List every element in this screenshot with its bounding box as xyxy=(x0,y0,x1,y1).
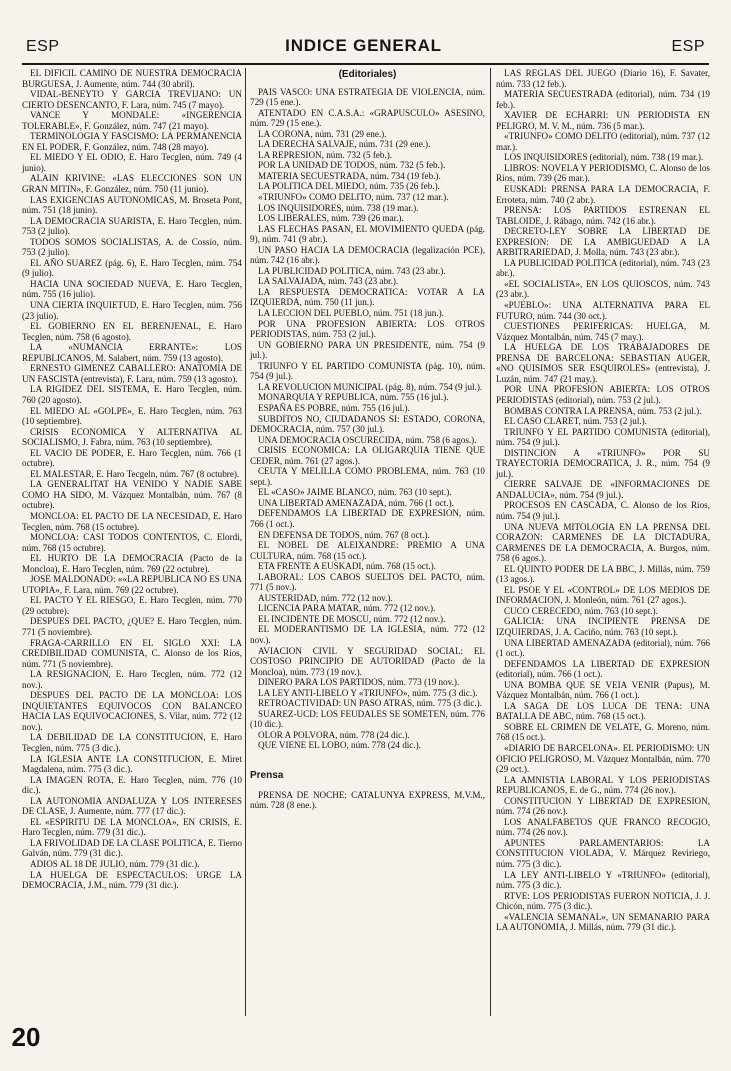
index-entry: UNA NUEVA MITOLOGIA EN LA PRENSA DEL CORAZON: CARMENES DE LA DICTADURA, CARMENES DE LA DEMOCRACIA, A. Burgos, núm. 758 (6 agos.). xyxy=(496,521,710,564)
index-entry: «TRIUNFO» COMO DELITO, núm. 737 (12 mar.). xyxy=(258,192,449,203)
index-entry: «DIARIO DE BARCELONA». EL PERIODISMO: UN OFICIO PELIGROSO, M. Vázquez Montalbán, núm. 770 (29 oct.). xyxy=(496,743,710,775)
index-entry: LA CORONA, núm. 731 (29 ene.). xyxy=(258,128,387,139)
index-entry: EL DIFICIL CAMINO DE NUESTRA DEMOCRACIA BURGUESA, J. Aumente, núm. 744 (30 abril). xyxy=(22,68,242,89)
index-entry: SUBDITOS NO, CIUDADANOS SI: ESTADO, CORONA, DEMOCRACIA, núm. 757 (30 jul.). xyxy=(250,413,485,435)
index-entry: UNA DEMOCRACIA OSCURECIDA, núm. 758 (6 agos.). xyxy=(258,434,477,445)
index-entry: LOS INQUISIDORES, núm. 738 (19 mar.). xyxy=(258,202,419,213)
index-entry: SUAREZ-UCD: LOS FEUDALES SE SOMETEN, núm. 776 (10 dic.). xyxy=(250,708,485,730)
index-entry: «PUEBLO»: UNA ALTERNATIVA PARA EL FUTURO, núm. 744 (30 oct.). xyxy=(496,300,710,321)
index-entry: EL INCIDENTE DE MOSCU, núm. 772 (12 nov.). xyxy=(258,613,446,624)
index-entry: XAVIER DE ECHARRI: UN PERIODISTA EN PELIGRO, M. V. M., núm. 736 (5 mar.). xyxy=(496,110,710,131)
index-entry: MATERIA SECUESTRADA (editorial), núm. 734 (19 feb.). xyxy=(496,89,710,110)
index-entry: CUESTIONES PERIFERICAS: HUELGA, M. Vázquez Montalbán, núm. 745 (7 may.). xyxy=(496,321,710,342)
column-divider xyxy=(490,68,491,1016)
index-entry: TODOS SOMOS SOCIALISTAS, A. de Cossío, núm. 753 (2 julio). xyxy=(22,236,242,258)
index-entry: RTVE: LOS PERIODISTAS FUERON NOTICIA, J. J. Chicón, núm. 775 (3 dic.). xyxy=(496,890,710,912)
index-entry: ATENTADO EN C.A.S.A.: «GRAPUSCULO» ASESINO, núm. 729 (15 ene.). xyxy=(250,107,485,129)
index-entry: LA AMNISTIA LABORAL Y LOS PERIODISTAS REPUBLICANOS, E. de G., núm. 774 (26 nov.). xyxy=(496,774,710,796)
index-entry: FRAGA-CARRILLO EN EL SIGLO XXI: LA CREDIBILIDAD COMUNISTA, C. Alonso de los Ríos, núm. 771 (5 noviembre). xyxy=(22,637,242,669)
page-header xyxy=(22,36,705,62)
index-entry: UNA LIBERTAD AMENAZADA, núm. 766 (1 oct.). xyxy=(258,497,454,508)
index-entry: DESPUES DEL PACTO DE LA MONCLOA: LOS INQUIETANTES EQUIVOCOS CON BALANCEO HACIA LAS EQUIVOCACIONES, S. Vilar, núm. 772 (12 nov.). xyxy=(22,690,242,732)
index-entry: DEFENDAMOS LA LIBERTAD DE EXPRESION (editorial), núm. 766 (1 oct.). xyxy=(496,658,710,680)
index-entry: UNA CIERTA INQUIETUD, E. Haro Tecglen, núm. 756 (23 julio). xyxy=(22,300,242,321)
index-entry: ERNESTO GIMENEZ CABALLERO: ANATOMIA DE UN FASCISTA (entrevista), F. Lara, núm. 759 (13 agosto). xyxy=(22,363,242,384)
index-entry: LA RESIGNACION, E. Haro Tecglen, núm. 772 (12 nov.). xyxy=(22,669,242,690)
index-entry: CUCO CERECEDO, núm. 763 (10 sept.). xyxy=(504,605,658,616)
index-entry: LA FRIVOLIDAD DE LA CLASE POLITICA, E. Tierno Galván, núm. 779 (31 dic.). xyxy=(22,837,242,859)
index-entry: LAS EXIGENCIAS AUTONOMICAS, M. Broseta Pont, núm. 751 (18 junio). xyxy=(22,194,242,216)
index-entry: LA REPRESION, núm. 732 (5 feb.). xyxy=(258,149,393,160)
column-right xyxy=(496,68,710,933)
index-entry: CRISIS ECONOMICA: LA OLIGARQUIA TIENE QUE CEDER, núm. 761 (27 agos.). xyxy=(250,445,485,466)
index-entry: PRENSA: LOS PARTIDOS ESTRENAN EL TABLOIDE, J. Rábago, núm. 742 (16 abr.). xyxy=(496,205,710,226)
index-entry: EL NOBEL DE ALEIXANDRE: PREMIO A UNA CULTURA, núm. 768 (15 oct.). xyxy=(250,540,485,561)
index-entry: LA POLITICA DEL MIEDO, núm. 735 (26 feb.). xyxy=(258,181,440,192)
index-entry: DECRETO-LEY SOBRE LA LIBERTAD DE EXPRESION: DE LA AMBIGUEDAD A LA ARBITRARIEDAD, J. Molla, núm. 743 (23 abr.). xyxy=(496,226,710,258)
page-title: INDICE GENERAL xyxy=(285,36,442,55)
index-entry: PROCESOS EN CASCADA, C. Alonso de los Ríos, núm. 754 (9 jul.). xyxy=(496,500,710,521)
index-entry: MONCLOA: EL PACTO DE LA NECESIDAD, E. Haro Tecglen, núm. 768 (15 octubre). xyxy=(22,510,242,532)
index-entry: HACIA UNA SOCIEDAD NUEVA, E. Haro Tecglen, núm. 755 (16 julio). xyxy=(22,278,242,300)
index-entry: LA RIGIDEZ DEL SISTEMA, E. Haro Tecglen, núm. 760 (20 agosto). xyxy=(22,384,242,405)
index-entry: EL HURTO DE LA DEMOCRACIA (Pacto de la Moncloa), E. Haro Tecglen, núm. 769 (22 octubre). xyxy=(22,553,242,574)
index-entry: POR LA UNIDAD DE TODOS, núm. 732 (5 feb.). xyxy=(258,160,446,171)
index-entry: LA DEMOCRACIA SUARISTA, E. Haro Tecglen, núm. 753 (2 julio). xyxy=(22,215,242,237)
index-entry: AVIACION CIVIL Y SEGURIDAD SOCIAL: EL COSTOSO PRINCIPIO DE AUTORIDAD (Pacto de la Moncloa), núm. 773 (19 nov.). xyxy=(250,645,485,677)
index-entry: DEFENDAMOS LA LIBERTAD DE EXPRESION, núm. 766 (1 oct.). xyxy=(250,508,485,529)
index-entry: «TRIUNFO» COMO DELITO (editorial), núm. 737 (12 mar.). xyxy=(496,131,710,152)
index-entry: GALICIA: UNA INCIPIENTE PRENSA DE IZQUIERDAS, J. A. Caciño, núm. 763 (10 sept.). xyxy=(496,616,710,637)
editoriales-list xyxy=(250,87,485,751)
index-entry: LOS ANALFABETOS QUE FRANCO RECOGIO, núm. 774 (26 nov.). xyxy=(496,816,710,838)
index-entry: DINERO PARA LOS PARTIDOS, núm. 773 (19 nov.). xyxy=(258,677,460,688)
index-entry: LA DERECHA SALVAJE, núm. 731 (29 ene.). xyxy=(258,139,431,150)
index-entry: «EL SOCIALISTA», EN LOS QUIOSCOS, núm. 743 (23 abr.). xyxy=(496,278,710,300)
index-entry: LA SALVAJADA, núm. 743 (23 abr.). xyxy=(258,276,399,287)
index-entry: EL MALESTAR, E. Haro Tecgeln, núm. 767 (8 octubre). xyxy=(30,468,240,479)
column-middle xyxy=(250,68,485,811)
index-entry: EN DEFENSA DE TODOS, núm. 767 (8 oct.). xyxy=(258,529,430,540)
index-entry: LA IMAGEN ROTA, E. Haro Tecglen, núm. 776 (10 dic.). xyxy=(22,774,242,796)
index-entry: UN GOBIERNO PARA UN PRESIDENTE, núm. 754 (9 jul.). xyxy=(250,339,485,361)
index-entry: EL «ESPIRITU DE LA MONCLOA», EN CRISIS, E. Haro Tecglen, núm. 779 (31 dic.). xyxy=(22,816,242,838)
index-entry: EL MIEDO AL «GOLPE», E. Haro Tecglen, núm. 763 (10 septiembre). xyxy=(22,405,242,427)
index-entry: JOSE MALDONADO: ««LA REPUBLICA NO ES UNA UTOPIA», F. Lara, núm. 769 (22 octubre). xyxy=(22,574,242,595)
index-entry: EL AÑO SUAREZ (pág. 6), E. Haro Tecglen, núm. 754 (9 julio). xyxy=(22,257,242,279)
index-entry: DISTINCION A «TRIUNFO» POR SU TRAYECTORIA DEMOCRATICA, J. R., núm. 754 (9 jul.). xyxy=(496,447,710,479)
index-entry: UNA BOMBA QUE SE VEIA VENIR (Papus), M. Vázquez Montalbán, núm. 766 (1 oct.). xyxy=(496,679,710,701)
index-entry: LA HUELGA DE ESPECTACULOS: URGE LA DEMOCRACIA, J.M., núm. 779 (31 dic.). xyxy=(22,869,242,891)
index-entry: VIDAL-BENEYTO Y GARCIA TREVIJANO: UN CIERTO DESENCANTO, F. Lara, núm. 745 (7 mayo). xyxy=(22,89,242,110)
index-entry: PAIS VASCO: UNA ESTRATEGIA DE VIOLENCIA, núm. 729 (15 ene.). xyxy=(250,86,485,108)
index-entry: MONARQUIA Y REPUBLICA, núm. 755 (16 jul.). xyxy=(258,392,449,403)
index-entry: EL QUINTO PODER DE LA BBC, J. Millás, núm. 759 (13 agos.). xyxy=(496,563,710,585)
index-entry: ADIOS AL 18 DE JULIO, núm. 779 (31 dic.). xyxy=(30,859,200,870)
index-entry: LA HUELGA DE LOS TRABAJADORES DE PRENSA DE BARCELONA: SEBASTIAN AUGER, «NO QUISIMOS SER ESQUIROLES» (entrevista), J. Luzán, núm. 747 (21 may.). xyxy=(496,342,710,384)
header-left-code: ESP xyxy=(26,38,60,55)
index-entry: EL MIEDO Y EL ODIO, E. Haro Tecglen, núm. 749 (4 junio). xyxy=(22,152,242,173)
index-entry: DESPUES DEL PACTO, ¿QUE? E. Haro Tecglen, núm. 771 (5 noviembre). xyxy=(22,616,242,637)
index-entry: LA LEY ANTI-LIBELO Y «TRIUNFO», núm. 775 (3 dic.). xyxy=(258,687,478,698)
index-entry: RETROACTIVIDAD: UN PASO ATRAS, núm. 775 (3 dic.). xyxy=(258,698,482,709)
index-entry: ETA FRENTE A EUSKADI, núm. 768 (15 oct.). xyxy=(258,561,436,572)
index-entry: EL MODERANTISMO DE LA IGLESIA, núm. 772 (12 nov.). xyxy=(250,624,485,645)
index-entry: BOMBAS CONTRA LA PRENSA, núm. 753 (2 jul.). xyxy=(504,405,702,416)
index-entry: CIERRE SALVAJE DE «INFORMACIONES DE ANDALUCIA», núm. 754 (9 jul.). xyxy=(496,479,710,500)
index-entry: LIBROS: NOVELA Y PERIODISMO, C. Alonso de los Ríos, núm. 739 (26 mar.). xyxy=(496,162,710,184)
column-left xyxy=(22,68,242,891)
index-entry: LA DEBILIDAD DE LA CONSTITUCION, E. Haro Tecglen, núm. 775 (3 dic.). xyxy=(22,732,242,753)
index-entry: LA RESPUESTA DEMOCRATICA: VOTAR A LA IZQUIERDA, núm. 750 (11 jun.). xyxy=(250,286,485,308)
index-entry: OLOR A POLVORA, núm. 778 (24 dic.). xyxy=(258,729,410,740)
index-entry: PRENSA DE NOCHE: CATALUNYA EXPRESS, M.V.M., núm. 728 (8 ene.). xyxy=(250,789,485,811)
index-entry: LA SAGA DE LOS LUCA DE TENA: UNA BATALLA DE ABC, núm. 768 (15 oct.). xyxy=(496,700,710,722)
index-entry: LAS FLECHAS PASAN, EL MOVIMIENTO QUEDA (pág. 9), núm. 741 (9 abr.). xyxy=(250,223,485,245)
index-entry: CRISIS ECONOMICA Y ALTERNATIVA AL SOCIALISMO, J. Fabra, núm. 763 (10 septiembre). xyxy=(22,426,242,448)
index-entry: LOS INQUISIDORES (editorial), núm. 738 (19 mar.). xyxy=(504,152,704,163)
prensa-list xyxy=(250,790,485,811)
index-entry: «VALENCIA SEMANAL», UN SEMANARIO PARA LA AUTONOMIA, J. Millás, núm. 779 (31 dic.). xyxy=(496,911,710,933)
index-entry: EL PSOE Y EL «CONTROL» DE LOS MEDIOS DE INFORMACION, J. Monleón, núm. 761 (27 agos.). xyxy=(496,584,710,606)
index-entry: EUSKADI: PRENSA PARA LA DEMOCRACIA, F. Erroteta, núm. 740 (2 abr.). xyxy=(496,184,710,205)
index-entry: CEUTA Y MELILLA COMO PROBLEMA, núm. 763 (10 sept.). xyxy=(250,466,485,487)
index-entry: AUSTERIDAD, núm. 772 (12 nov.). xyxy=(258,592,393,603)
index-entry: ALAIN KRIVINE: «LAS ELECCIONES SON UN GRAN MITIN», F. González, núm. 750 (11 junio). xyxy=(22,173,242,195)
index-entry: LABORAL: LOS CABOS SUELTOS DEL PACTO, núm. 771 (5 nov.). xyxy=(250,571,485,593)
index-entry: POR UNA PROFESION ABIERTA: LOS OTROS PERIODISTAS (editorial), núm. 753 (2 jul.). xyxy=(496,384,710,405)
index-entry: MONCLOA: CASI TODOS CONTENTOS, C. Elordi, núm. 768 (15 octubre). xyxy=(22,532,242,553)
index-entry: LAS REGLAS DEL JUEGO (Diario 16), F. Savater, núm. 733 (12 feb.). xyxy=(496,68,710,89)
index-entry: LA PUBLICIDAD POLITICA, núm. 743 (23 abr.). xyxy=(258,265,446,276)
index-entry: VANCE Y MONDALE: «INGERENCIA TOLERABLE», F. González, núm. 747 (21 mayo). xyxy=(22,110,242,131)
index-entry: MATERIA SECUESTRADA, núm. 734 (19 feb.). xyxy=(258,170,441,181)
index-entry: TRIUNFO Y EL PARTIDO COMUNISTA (editorial), núm. 754 (9 jul.). xyxy=(496,426,710,448)
index-entry: EL VACIO DE PODER, E. Haro Tecglen, núm. 766 (1 octubre). xyxy=(22,447,242,469)
index-entry: CONSTITUCION Y LIBERTAD DE EXPRESION, núm. 774 (26 nov.). xyxy=(496,795,710,817)
index-entry: LA GENERALITAT HA VENIDO Y NADIE SABE COMO HA SIDO, M. Vázquez Montalbán, núm. 767 (8 octubre). xyxy=(22,479,242,511)
header-rule xyxy=(22,63,709,65)
index-entry: LA «NUMANCIA ERRANTE»: LOS REPUBLICANOS, M. Salabert, núm. 759 (13 agosto). xyxy=(22,342,242,363)
index-entry: EL CASO CLARET, núm. 753 (2 jul.). xyxy=(504,416,647,427)
index-entry: POR UNA PROFESION ABIERTA: LOS OTROS PERIODISTAS, núm. 753 (2 jul.). xyxy=(250,318,485,340)
index-entry: LA LEY ANTI-LIBELO Y «TRIUNFO» (editorial), núm. 775 (3 dic.). xyxy=(496,869,710,891)
index-entry: EL GOBIERNO EN EL BERENJENAL, E. Haro Tecglen, núm. 758 (6 agosto). xyxy=(22,321,242,342)
index-entry: TERMINOLOGIA Y FASCISMO: LA PERMANENCIA EN EL PODER, F. González, núm. 748 (28 mayo). xyxy=(22,131,242,152)
index-entry: UNA LIBERTAD AMENAZADA (editorial), núm. 766 (1 oct.). xyxy=(496,637,710,659)
index-entry: LA PUBLICIDAD POLITICA (editorial), núm. 743 (23 abr.). xyxy=(496,257,710,279)
index-entry: TRIUNFO Y EL PARTIDO COMUNISTA (pág. 10), núm. 754 (9 jul.). xyxy=(250,360,485,382)
index-entry: LA AUTONOMIA ANDALUZA Y LOS INTERESES DE CLASE, J. Aumente, núm. 777 (17 dic.). xyxy=(22,795,242,817)
page-number: 20 xyxy=(11,1022,41,1052)
header-right-code: ESP xyxy=(671,38,705,55)
index-entry: LA REVOLUCION MUNICIPAL (pág. 8), núm. 754 (9 jul.). xyxy=(258,381,483,392)
editoriales-heading: (Editoriales) xyxy=(338,69,397,80)
index-entry: LA LECCION DEL PUEBLO, núm. 751 (18 jun.). xyxy=(258,308,444,319)
index-entry: SOBRE EL CRIMEN DE VELATE, G. Moreno, núm. 768 (15 oct.). xyxy=(496,721,710,743)
index-entry: APUNTES PARLAMENTARIOS: LA CONSTITUCION VIOLADA, V. Márquez Reviriego, núm. 775 (3 dic.). xyxy=(496,837,710,870)
index-entry: EL «CASO» JAIME BLANCO, núm. 763 (10 sept.). xyxy=(258,487,452,498)
index-entry: ESPAÑA ES POBRE, núm. 755 (16 jul.). xyxy=(258,402,410,413)
prensa-heading: Prensa xyxy=(250,770,284,781)
index-entry: LA IGLESIA ANTE LA CONSTITUCION, E. Miret Magdalena, núm. 775 (3 dic.). xyxy=(22,753,242,775)
index-entry: UN PASO HACIA LA DEMOCRACIA (legalización PCE), núm. 742 (16 abr.). xyxy=(250,244,485,266)
index-entry: LICENCIA PARA MATAR, núm. 772 (12 nov.). xyxy=(258,603,436,614)
column-divider xyxy=(245,68,246,1016)
index-entry: LOS LIBERALES, núm. 739 (26 mar.). xyxy=(258,213,404,224)
index-entry: EL PACTO Y EL RIESGO, E. Haro Tecglen, núm. 770 (29 octubre). xyxy=(22,595,242,616)
index-entry: QUE VIENE EL LOBO, núm. 778 (24 dic.). xyxy=(258,740,421,751)
